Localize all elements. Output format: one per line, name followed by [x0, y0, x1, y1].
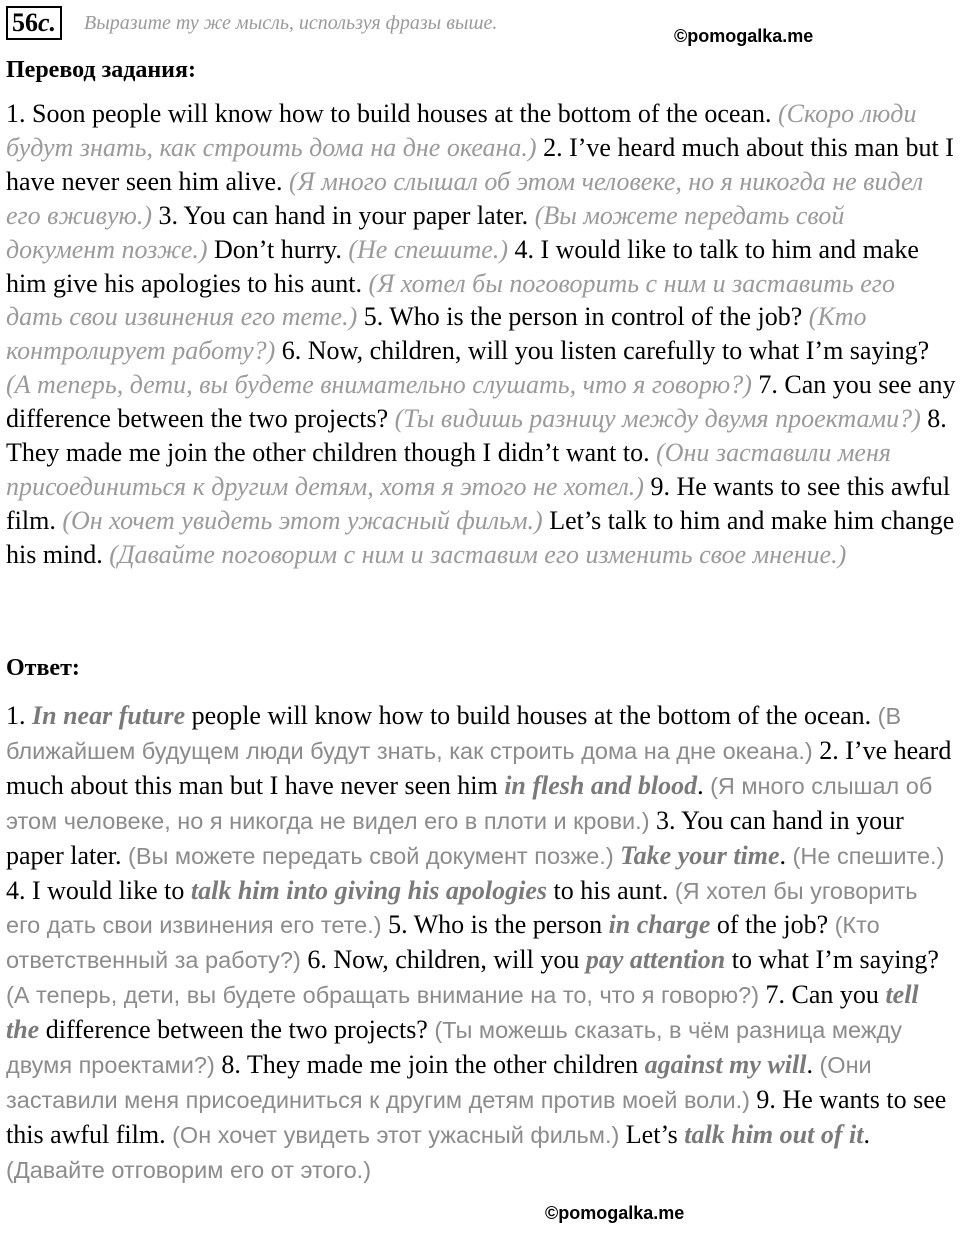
- english-text: Don’t hurry.: [207, 234, 349, 264]
- highlighted-phrase: in flesh and blood: [504, 770, 698, 800]
- russian-translation: (А теперь, дети, вы будете обращать внимание на то, что я говорю?): [6, 982, 760, 1009]
- english-text: .: [863, 1119, 870, 1149]
- russian-translation: (Вы можете передать свой документ позже.): [128, 842, 614, 869]
- english-text: 6. Now, children, will you listen carefully to what I’m saying?: [275, 336, 930, 366]
- english-text: Let’s: [619, 1119, 685, 1149]
- english-text: 9. He wants to see this awful film.: [6, 1084, 947, 1149]
- russian-translation: (Не спешите.): [792, 842, 945, 869]
- russian-translation: (Кто контролирует работу?): [6, 302, 867, 366]
- english-text: 1.: [6, 701, 32, 730]
- highlighted-phrase: Take your time: [620, 840, 780, 870]
- watermark-top: ©pomogalka.me: [674, 26, 814, 46]
- russian-translation: (Они заставили меня присоединиться к другим детям против моей воли.): [6, 1052, 872, 1113]
- russian-translation: (Я хотел бы поговорить с ним и заставить его дать свои извинения его тете.): [6, 268, 895, 332]
- english-text: 1. Soon people will know how to build houses at the bottom of the ocean.: [6, 99, 778, 128]
- translation-paragraph: [6, 97, 956, 572]
- russian-translation: (Не спешите.): [348, 234, 508, 264]
- task-instruction: Выразите ту же мысль, используя фразы выше.: [84, 12, 498, 34]
- english-text: 5. Who is the person: [381, 910, 609, 940]
- russian-translation: (Он хочет увидеть этот ужасный фильм.): [62, 505, 543, 535]
- russian-translation: (Я много слышал об этом человеке, но я никогда не видел его вживую.): [6, 166, 924, 230]
- english-text: 8. They made me join the other children though I didn’t want to.: [6, 404, 947, 468]
- russian-translation: (Скоро люди будут знать, как строить дома на дне океана.): [6, 99, 917, 162]
- russian-translation: (А теперь, дети, вы будете внимательно слушать, что я говорю?): [6, 370, 752, 400]
- english-text: to what I’m saying?: [725, 945, 939, 975]
- highlighted-phrase: in charge: [608, 910, 711, 940]
- highlighted-phrase: talk him into giving his apologies: [190, 875, 547, 905]
- task-number-suffix: c.: [38, 8, 57, 37]
- english-text: people will know how to build houses at the bottom of the ocean.: [185, 701, 878, 730]
- english-text: .: [697, 770, 711, 800]
- english-text: Let’s talk to him and make him change his mind.: [6, 505, 955, 569]
- highlighted-phrase: pay attention: [585, 945, 726, 975]
- task-number-box: [6, 6, 62, 40]
- translation-title: Перевод задания:: [6, 57, 196, 83]
- russian-translation: (Он хочет увидеть этот ужасный фильм.): [172, 1121, 620, 1148]
- english-text: 2. I’ve heard much about this man but I have never seen him: [6, 735, 952, 800]
- english-text: 9. He wants to see this awful film.: [6, 471, 951, 535]
- english-text: 4. I would like to talk to him and make him give his apologies to his aunt.: [6, 234, 919, 298]
- watermark-bottom: ©pomogalka.me: [545, 1203, 685, 1223]
- russian-translation: (Я хотел бы уговорить его дать свои извинения его тете.): [6, 877, 918, 939]
- english-text: 8. They made me join the other children: [214, 1050, 645, 1080]
- english-text: of the job?: [710, 910, 835, 940]
- highlighted-phrase: talk him out of it: [684, 1119, 864, 1149]
- english-text: to his aunt.: [547, 875, 675, 905]
- russian-translation: (Я много слышал об этом человеке, но я никогда не видел его в плоти и крови.): [6, 772, 933, 834]
- russian-translation: (Они заставили меня присоединиться к другим детям, хотя я этого не хотел.): [6, 438, 891, 501]
- english-text: 3. You can hand in your paper later.: [6, 805, 904, 870]
- russian-translation: (Кто ответственный за работу?): [6, 912, 880, 974]
- english-text: 7. Can you see any difference between the two projects?: [6, 370, 956, 434]
- task-header: [6, 6, 956, 46]
- english-text: 6. Now, children, will you: [300, 945, 586, 975]
- highlighted-phrase: against my will: [644, 1050, 807, 1080]
- russian-translation: (Ты можешь сказать, в чём разница между двумя проектами?): [6, 1017, 903, 1079]
- answer-paragraph: [6, 699, 956, 1188]
- english-text: .: [806, 1050, 820, 1080]
- english-text: 3. You can hand in your paper later.: [151, 200, 535, 230]
- russian-translation: (Давайте отговорим его от этого.): [6, 1156, 372, 1183]
- english-text: 4. I would like to: [6, 875, 191, 905]
- russian-translation: (Вы можете передать свой документ позже.): [6, 200, 845, 264]
- english-text: .: [779, 840, 793, 870]
- highlighted-phrase: tell the: [6, 980, 919, 1045]
- answer-title: Ответ:: [6, 655, 80, 681]
- task-number: 56: [12, 8, 38, 37]
- english-text: 5. Who is the person in control of the job?: [357, 302, 809, 332]
- russian-translation: (Давайте поговорим с ним и заставим его изменить свое мнение.): [109, 539, 847, 569]
- english-text: 7. Can you: [759, 980, 886, 1010]
- english-text: 2. I’ve heard much about this man but I have never seen him alive.: [6, 132, 954, 196]
- english-text: difference between the two projects?: [39, 1015, 435, 1045]
- russian-translation: (Ты видишь разницу между двумя проектами?): [394, 404, 921, 434]
- russian-translation: (В ближайшем будущем люди будут знать, как строить дома на дне океана.): [6, 703, 902, 764]
- highlighted-phrase: In near future: [32, 701, 186, 730]
